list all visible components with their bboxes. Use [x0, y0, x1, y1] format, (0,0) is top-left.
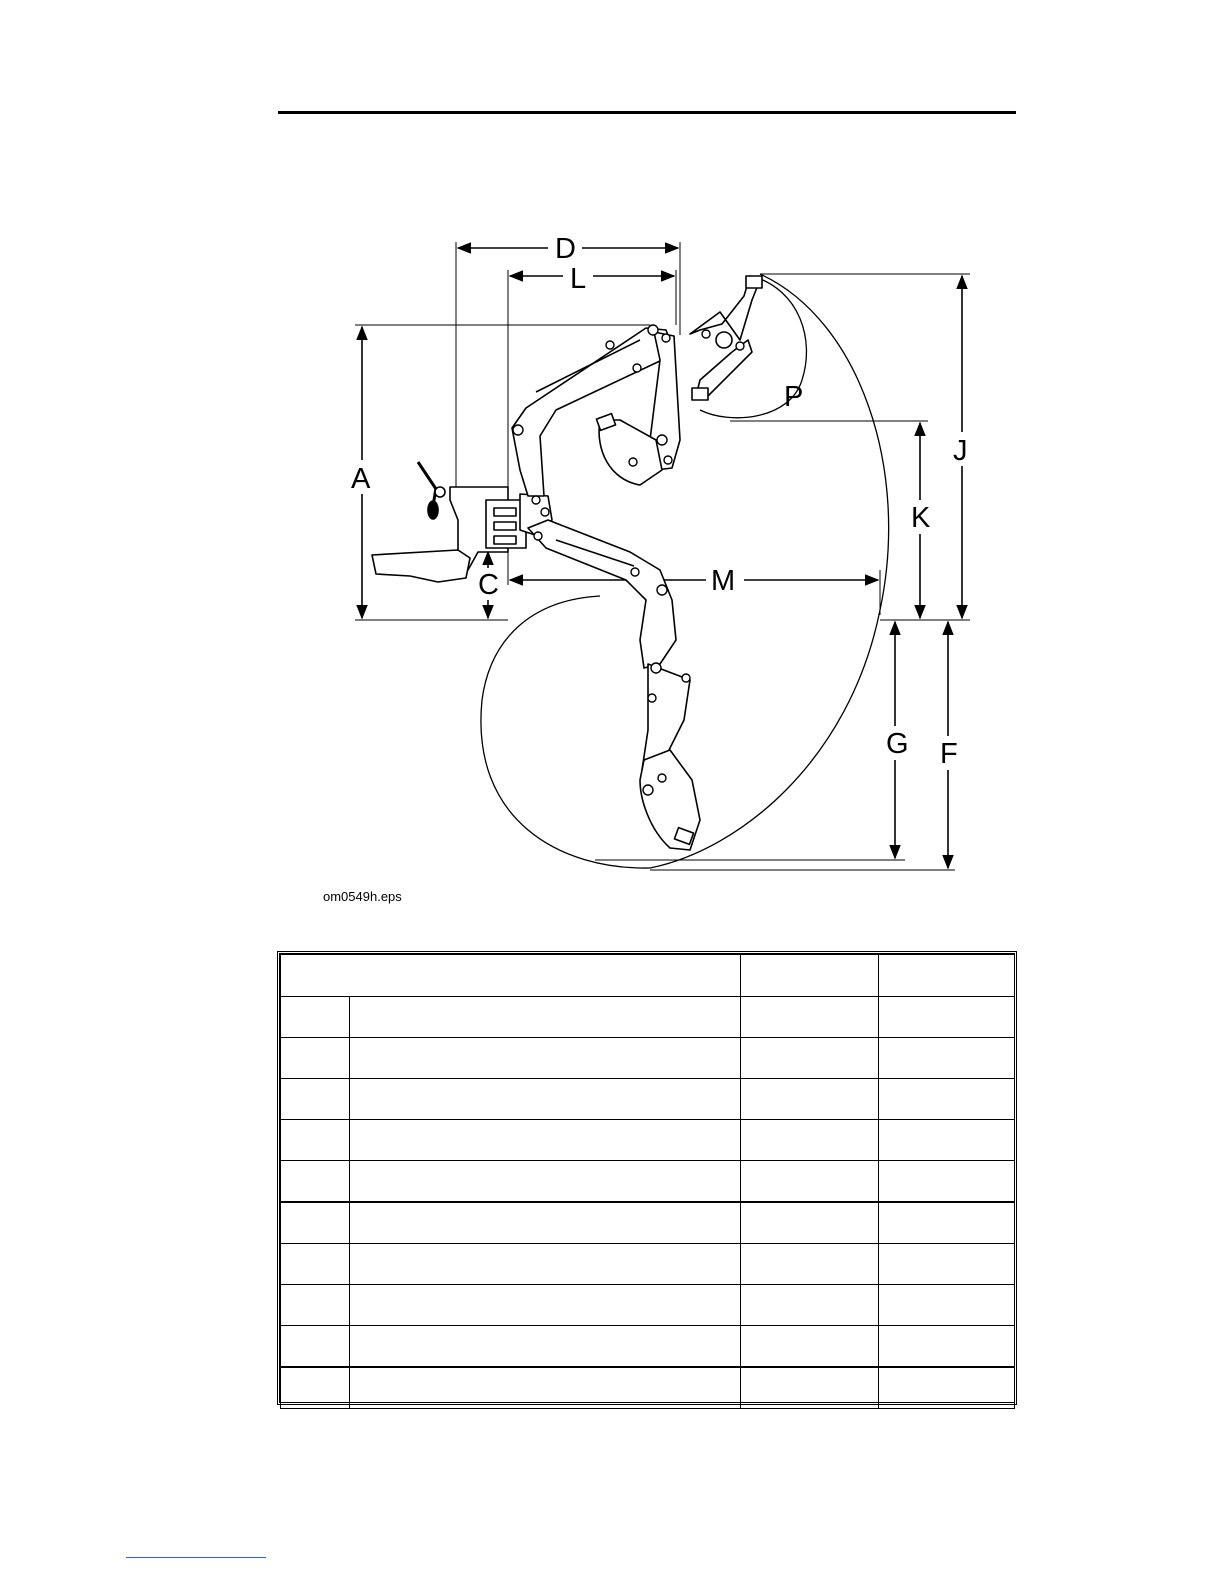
header-description [281, 955, 741, 997]
label-l: L [570, 263, 587, 295]
row-description [350, 1120, 741, 1161]
label-f: F [940, 738, 958, 770]
row-value-2 [879, 1038, 1015, 1079]
row-key [281, 1367, 350, 1409]
row-value-2 [879, 1326, 1015, 1368]
row-value-2 [879, 1161, 1015, 1203]
row-description [350, 1161, 741, 1203]
row-value-1 [741, 1367, 879, 1409]
row-value-2 [879, 1285, 1015, 1326]
row-value-2 [879, 1244, 1015, 1285]
backhoe-machine [372, 276, 762, 850]
row-key [281, 1038, 350, 1079]
table-row [281, 1079, 1015, 1120]
row-value-1 [741, 1244, 879, 1285]
row-description [350, 1244, 741, 1285]
row-value-1 [741, 997, 879, 1038]
row-value-2 [879, 997, 1015, 1038]
row-description [350, 997, 741, 1038]
row-description [350, 1079, 741, 1120]
row-description [350, 1285, 741, 1326]
row-description [350, 1038, 741, 1079]
row-value-1 [741, 1161, 879, 1203]
row-key [281, 1326, 350, 1368]
label-j: J [953, 435, 968, 467]
row-description [350, 1202, 741, 1244]
figure-caption: om0549h.eps [323, 889, 402, 904]
label-m: M [711, 565, 736, 597]
table-row [281, 1244, 1015, 1285]
label-a: A [351, 463, 371, 495]
header-col1 [741, 955, 879, 997]
row-value-1 [741, 1038, 879, 1079]
row-key [281, 1161, 350, 1203]
row-description [350, 1326, 741, 1368]
row-value-1 [741, 1079, 879, 1120]
label-p: P [784, 381, 804, 413]
label-d: D [555, 233, 576, 265]
table-row [281, 1161, 1015, 1203]
table-row [281, 1202, 1015, 1244]
table-row [281, 1120, 1015, 1161]
table-row [281, 1367, 1015, 1409]
row-key [281, 1285, 350, 1326]
footnote-rule [126, 1557, 266, 1558]
table-row [281, 997, 1015, 1038]
table-row [281, 1285, 1015, 1326]
table-row [281, 1326, 1015, 1368]
label-k: K [911, 502, 931, 534]
table-header-row [281, 955, 1015, 997]
row-key [281, 997, 350, 1038]
row-value-2 [879, 1120, 1015, 1161]
row-value-2 [879, 1079, 1015, 1120]
label-c: C [478, 569, 499, 601]
row-key [281, 1244, 350, 1285]
row-value-1 [741, 1326, 879, 1368]
row-value-1 [741, 1202, 879, 1244]
header-col2 [879, 955, 1015, 997]
row-value-1 [741, 1285, 879, 1326]
row-key [281, 1120, 350, 1161]
row-value-1 [741, 1120, 879, 1161]
row-description [350, 1367, 741, 1409]
row-key [281, 1202, 350, 1244]
row-key [281, 1079, 350, 1120]
table-row [281, 1038, 1015, 1079]
label-g: G [886, 728, 909, 760]
specification-table [277, 951, 1017, 1405]
row-value-2 [879, 1367, 1015, 1409]
row-value-2 [879, 1202, 1015, 1244]
